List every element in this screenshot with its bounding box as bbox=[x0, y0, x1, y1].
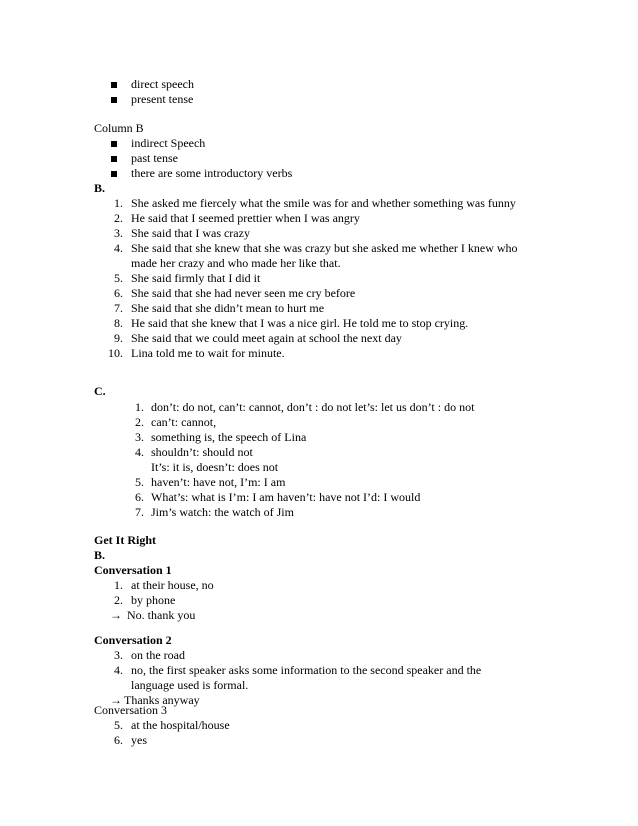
list-number: 1. bbox=[114, 578, 123, 592]
list-item: haven’t: have not, I’m: I am bbox=[151, 475, 286, 489]
list-item-continuation: language used is formal. bbox=[131, 678, 249, 692]
list-number: 4. bbox=[114, 663, 123, 677]
list-number: 1. bbox=[114, 196, 123, 210]
section-b-heading: B. bbox=[94, 181, 106, 195]
list-number: 6. bbox=[114, 733, 123, 747]
list-item: She said that we could meet again at school the next day bbox=[131, 331, 402, 345]
list-number: 1. bbox=[135, 400, 144, 414]
list-item: She asked me fiercely what the smile was for and whether something was funny bbox=[131, 196, 516, 210]
list-item: something is, the speech of Lina bbox=[151, 430, 307, 444]
column-b-bullet: there are some introductory verbs bbox=[131, 166, 293, 180]
conversation-1-title: Conversation 1 bbox=[94, 563, 172, 577]
list-item: She said that she knew that she was crazy but she asked me whether I knew who bbox=[131, 241, 518, 255]
section-c-heading: C. bbox=[94, 384, 106, 398]
list-item: at their house, no bbox=[131, 578, 214, 592]
list-number: 10. bbox=[108, 346, 123, 360]
bullet-icon bbox=[111, 171, 117, 177]
column-a-bullet: present tense bbox=[131, 92, 194, 106]
list-number: 7. bbox=[114, 301, 123, 315]
column-b-bullet: indirect Speech bbox=[131, 136, 206, 150]
list-item: She said firmly that I did it bbox=[131, 271, 261, 285]
list-item: can’t: cannot, bbox=[151, 415, 217, 429]
list-number: 3. bbox=[114, 226, 123, 240]
list-item: yes bbox=[131, 733, 147, 747]
list-number: 5. bbox=[114, 718, 123, 732]
list-item: She said that I was crazy bbox=[131, 226, 250, 240]
list-number: 2. bbox=[135, 415, 144, 429]
list-number: 3. bbox=[114, 648, 123, 662]
list-item: on the road bbox=[131, 648, 185, 662]
get-it-right-subheading: B. bbox=[94, 548, 106, 562]
list-item: He said that she knew that I was a nice girl. He told me to stop crying. bbox=[131, 316, 469, 330]
conversation-response: Thanks anyway bbox=[124, 693, 200, 707]
list-item: She said that she didn’t mean to hurt me bbox=[131, 301, 325, 315]
list-number: 2. bbox=[114, 211, 123, 225]
list-number: 5. bbox=[135, 475, 144, 489]
list-item-continuation: made her crazy and who made her like that. bbox=[131, 256, 341, 270]
list-number: 6. bbox=[114, 286, 123, 300]
list-number: 2. bbox=[114, 593, 123, 607]
list-item: Jim’s watch: the watch of Jim bbox=[151, 505, 294, 519]
conversation-3-title: Conversation 3 bbox=[94, 703, 167, 717]
list-item: Lina told me to wait for minute. bbox=[131, 346, 285, 360]
list-item-continuation: It’s: it is, doesn’t: does not bbox=[151, 460, 279, 474]
list-number: 6. bbox=[135, 490, 144, 504]
list-number: 9. bbox=[114, 331, 123, 345]
list-number: 4. bbox=[114, 241, 123, 255]
list-item: don’t: do not, can’t: cannot, don’t : do not let’s: let us don’t : do not bbox=[151, 400, 475, 414]
bullet-icon bbox=[111, 156, 117, 162]
column-a-bullet: direct speech bbox=[131, 77, 194, 91]
right-arrow-icon: → bbox=[110, 693, 122, 707]
list-item: no, the first speaker asks some information to the second speaker and the bbox=[131, 663, 482, 677]
list-item: by phone bbox=[131, 593, 176, 607]
list-number: 8. bbox=[114, 316, 123, 330]
list-item: at the hospital/house bbox=[131, 718, 230, 732]
list-item: She said that she had never seen me cry before bbox=[131, 286, 356, 300]
bullet-icon bbox=[111, 141, 117, 147]
list-item: shouldn’t: should not bbox=[151, 445, 253, 459]
bullet-icon bbox=[111, 82, 117, 88]
list-number: 3. bbox=[135, 430, 144, 444]
column-b-heading: Column B bbox=[94, 121, 144, 135]
list-number: 7. bbox=[135, 505, 144, 519]
list-item: He said that I seemed prettier when I was angry bbox=[131, 211, 360, 225]
conversation-2-title: Conversation 2 bbox=[94, 633, 172, 647]
list-number: 4. bbox=[135, 445, 144, 459]
right-arrow-icon: → bbox=[110, 608, 122, 622]
column-b-bullet: past tense bbox=[131, 151, 178, 165]
list-item: What’s: what is I’m: I am haven’t: have not I’d: I would bbox=[151, 490, 421, 504]
list-number: 5. bbox=[114, 271, 123, 285]
bullet-icon bbox=[111, 97, 117, 103]
get-it-right-heading: Get It Right bbox=[94, 533, 156, 547]
conversation-response: No. thank you bbox=[127, 608, 196, 622]
